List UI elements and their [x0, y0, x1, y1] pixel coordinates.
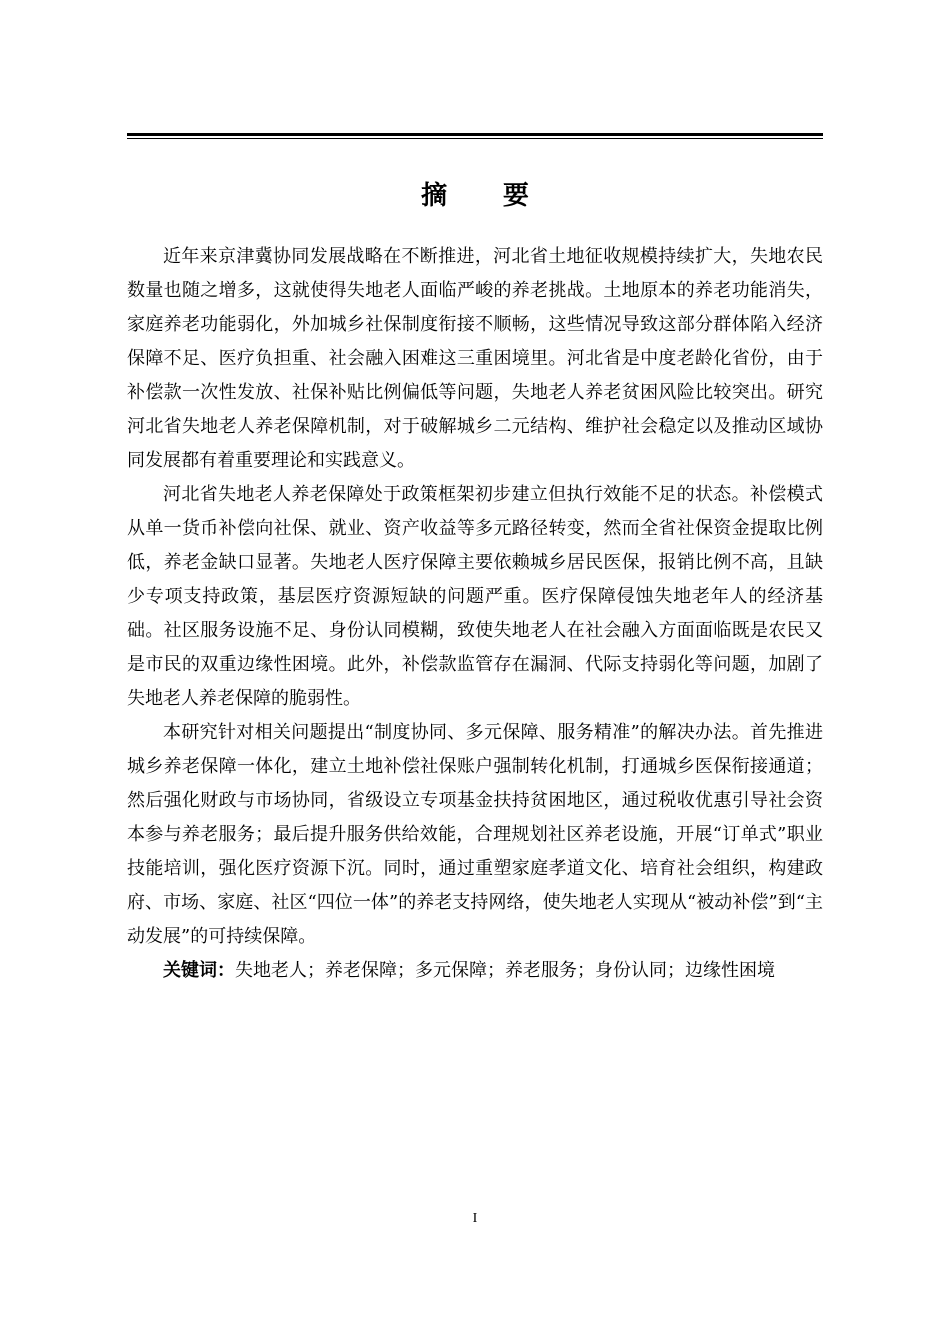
keywords-label: 关键词：	[163, 960, 235, 981]
page-number: I	[472, 1211, 478, 1226]
header-rule-thick	[127, 133, 823, 136]
page-title: 摘 要	[421, 181, 553, 211]
keywords-line	[127, 954, 823, 988]
abstract-paragraph-1: 近年来京津冀协同发展战略在不断推进，河北省土地征收规模持续扩大，失地农民数量也随之增多，这就使得失地老人面临严峻的养老挑战。土地原本的养老功能消失，家庭养老功能弱化，外加城乡社保制度衔接不顺畅，这些情况导致这部分群体陷入经济保障不足、医疗负担重、社会融入困难这三重困境里。河北省是中度老龄化省份，由于补偿款一次性发放、社保补贴比例偏低等问题，失地老人养老贫困风险比较突出。研究河北省失地老人养老保障机制，对于破解城乡二元结构、维护社会稳定以及推动区域协同发展都有着重要理论和实践意义。	[127, 246, 823, 471]
abstract-paragraph-3: 本研究针对相关问题提出“制度协同、多元保障、服务精准”的解决办法。首先推进城乡养老保障一体化，建立土地补偿社保账户强制转化机制，打通城乡医保衔接通道；然后强化财政与市场协同，省级设立专项基金扶持贫困地区，通过税收优惠引导社会资本参与养老服务；最后提升服务供给效能，合理规划社区养老设施，开展“订单式”职业技能培训，强化医疗资源下沉。同时，通过重塑家庭孝道文化、培育社会组织，构建政府、市场、家庭、社区“四位一体”的养老支持网络，使失地老人实现从“被动补偿”到“主动发展”的可持续保障。	[127, 722, 823, 947]
abstract-paragraph-2: 河北省失地老人养老保障处于政策框架初步建立但执行效能不足的状态。补偿模式从单一货币补偿向社保、就业、资产收益等多元路径转变，然而全省社保资金提取比例低，养老金缺口显著。失地老人医疗保障主要依赖城乡居民医保，报销比例不高，且缺少专项支持政策，基层医疗资源短缺的问题严重。医疗保障侵蚀失地老年人的经济基础。社区服务设施不足、身份认同模糊，致使失地老人在社会融入方面面临既是农民又是市民的双重边缘性困境。此外，补偿款监管存在漏洞、代际支持弱化等问题，加剧了失地老人养老保障的脆弱性。	[127, 484, 823, 709]
keywords-text: 失地老人；养老保障；多元保障；养老服务；身份认同；边缘性困境	[235, 960, 775, 981]
abstract-body	[127, 240, 823, 988]
header-rule-thin	[127, 138, 823, 139]
